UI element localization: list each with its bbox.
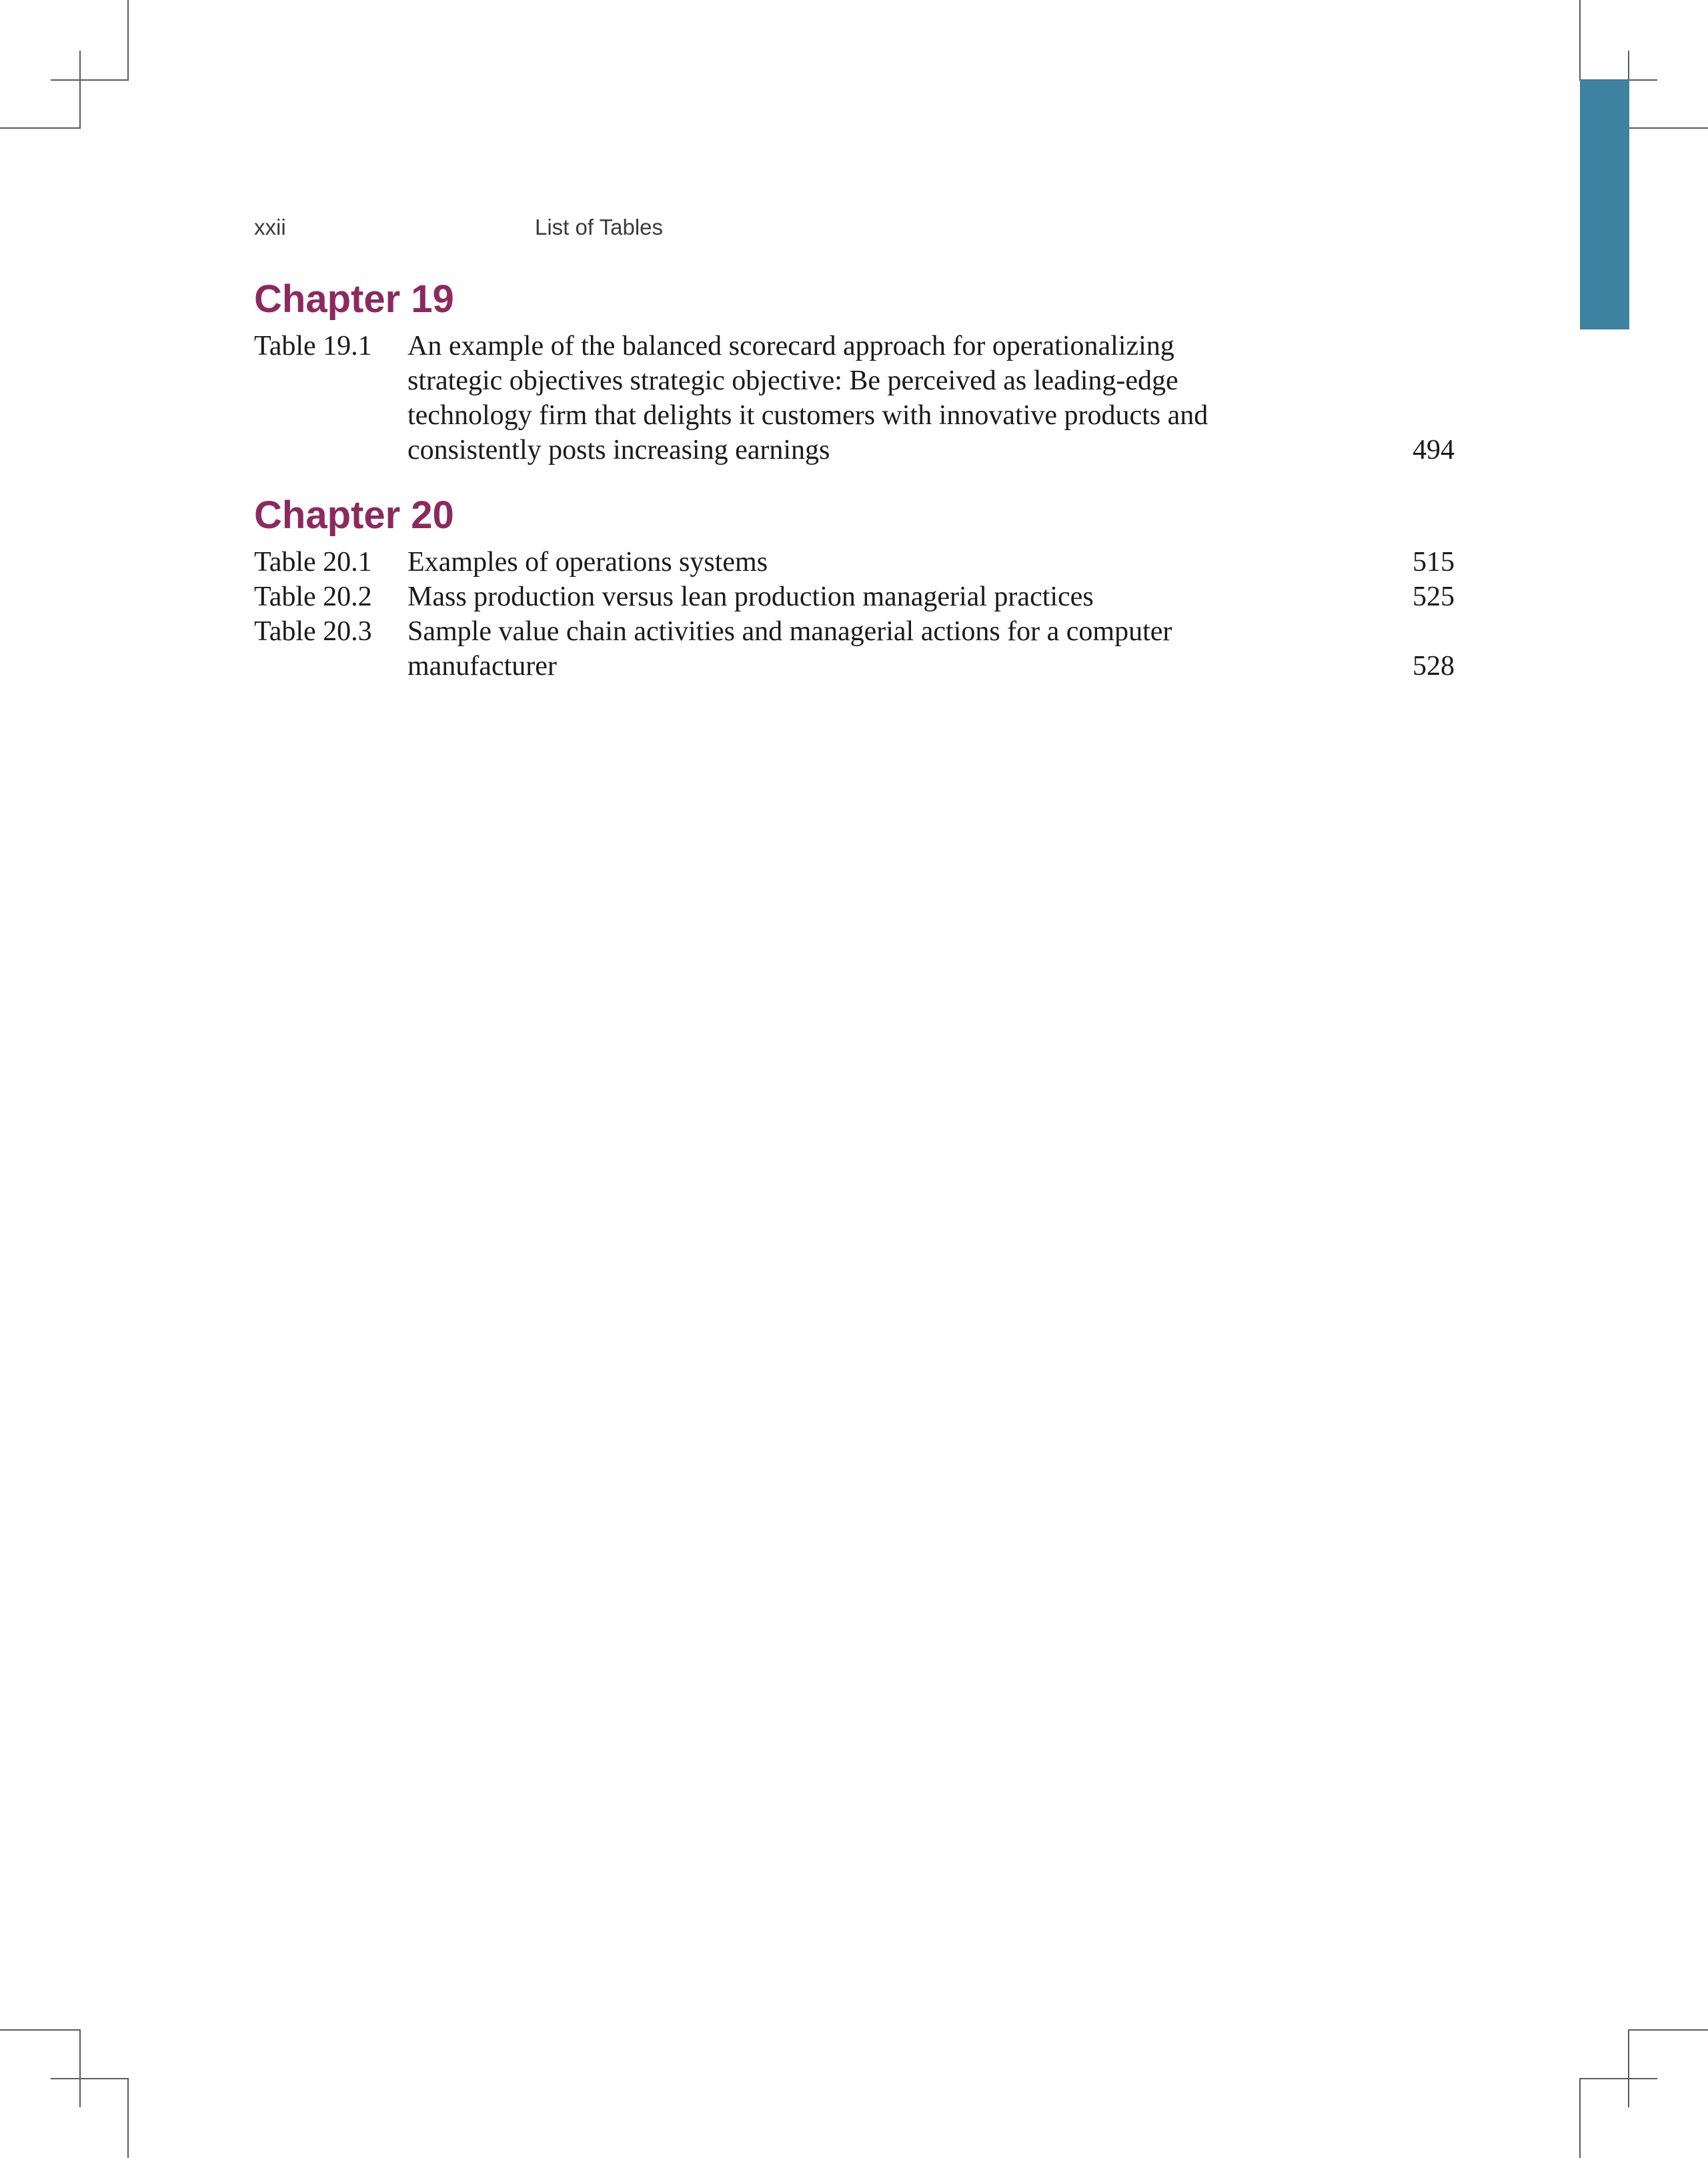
running-title: List of Tables	[535, 215, 664, 239]
table-entry[interactable]	[254, 545, 1455, 580]
caption-line: technology firm that delights it customers with innovative products and	[407, 400, 1208, 431]
crop-mark	[1628, 127, 1708, 129]
caption-line: An example of the balanced scorecard approach for operationalizing	[407, 331, 1174, 361]
crop-mark	[1579, 2078, 1657, 2079]
table-caption	[407, 614, 1335, 684]
table-caption	[407, 580, 1335, 614]
crop-mark	[1579, 2078, 1581, 2158]
crop-mark	[51, 2078, 129, 2079]
chapter-heading: Chapter 20	[254, 493, 454, 537]
table-entry[interactable]	[254, 329, 1455, 467]
crop-mark	[0, 2029, 80, 2031]
caption-line: manufacturer	[407, 651, 557, 682]
table-number: Table 20.1	[254, 547, 372, 578]
crop-mark	[0, 127, 80, 129]
caption-line: Examples of operations systems	[407, 547, 768, 578]
crop-mark	[79, 51, 81, 129]
chapter-section	[254, 270, 1455, 467]
chapter-section	[254, 486, 1455, 684]
page-reference: 525	[1413, 582, 1455, 612]
list-of-tables	[254, 270, 1455, 702]
table-entry[interactable]	[254, 614, 1455, 684]
table-number: Table 20.3	[254, 616, 372, 647]
caption-line: strategic objectives strategic objective: Be perceived as leading-edge	[407, 365, 1178, 396]
chapter-heading: Chapter 19	[254, 277, 454, 321]
crop-mark	[1628, 2029, 1629, 2107]
table-entry[interactable]	[254, 580, 1455, 614]
thumb-tab	[1580, 80, 1629, 329]
caption-line: Sample value chain activities and managerial actions for a computer	[407, 616, 1172, 647]
crop-mark	[79, 2029, 81, 2107]
crop-mark	[1628, 2029, 1708, 2031]
page-reference: 528	[1413, 651, 1455, 682]
table-caption	[407, 329, 1335, 467]
caption-line: Mass production versus lean production managerial practices	[407, 582, 1094, 612]
page-reference: 515	[1413, 547, 1455, 578]
page-reference: 494	[1413, 435, 1455, 465]
crop-mark	[127, 0, 129, 80]
crop-mark	[127, 2078, 129, 2158]
table-number: Table 19.1	[254, 331, 372, 361]
page-number: xxii	[254, 215, 286, 239]
caption-line: consistently posts increasing earnings	[407, 435, 830, 465]
table-caption	[407, 545, 1335, 580]
table-number: Table 20.2	[254, 582, 372, 612]
crop-mark	[51, 79, 129, 81]
running-head	[254, 215, 1455, 247]
crop-mark	[1579, 0, 1581, 80]
